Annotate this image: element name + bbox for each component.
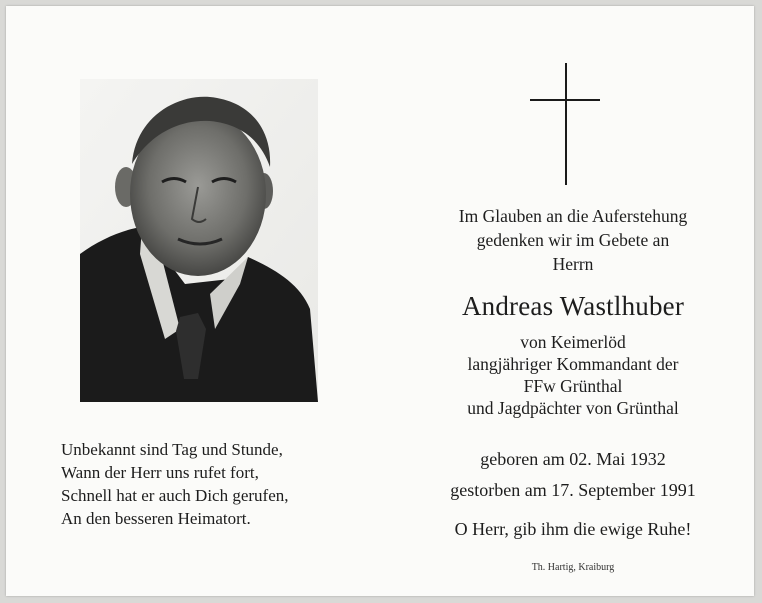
prayer-text: O Herr, gib ihm die ewige Ruhe! xyxy=(454,519,692,539)
poem xyxy=(61,438,361,530)
portrait-photo xyxy=(80,79,318,402)
deceased-name: Andreas Wastlhuber xyxy=(461,291,685,321)
poem-line: Schnell hat er auch Dich gerufen, xyxy=(61,486,289,505)
intro-line: gedenken wir im Gebete an xyxy=(476,230,670,250)
details-line: und Jagdpächter von Grünthal xyxy=(467,398,679,418)
intro-text xyxy=(408,204,738,276)
cross-icon xyxy=(530,63,600,185)
memorial-card xyxy=(6,6,754,596)
intro-line: Im Glauben an die Auferstehung xyxy=(458,206,688,226)
intro-line: Herrn xyxy=(552,254,594,274)
printer-credit: Th. Hartig, Kraiburg xyxy=(531,562,615,573)
details-line: langjähriger Kommandant der xyxy=(467,354,679,374)
poem-line: Wann der Herr uns rufet fort, xyxy=(61,463,259,482)
details-line: FFw Grünthal xyxy=(523,376,623,396)
death-date: gestorben am 17. September 1991 xyxy=(450,480,696,500)
birth-date: geboren am 02. Mai 1932 xyxy=(480,449,666,469)
poem-line: An den besseren Heimatort. xyxy=(61,509,251,528)
details-text xyxy=(408,331,738,419)
details-line: von Keimerlöd xyxy=(520,332,626,352)
poem-line: Unbekannt sind Tag und Stunde, xyxy=(61,440,283,459)
